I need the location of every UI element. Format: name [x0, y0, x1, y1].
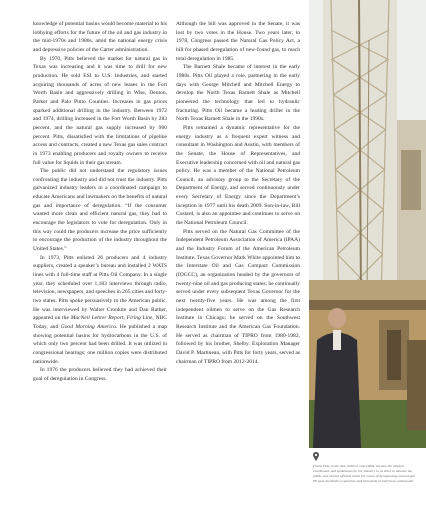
- paragraph: The public did not understand the regulatory issues confronting the industry and did not trust the industry. Pitts galvanized industry leaders in a coordinated campaign to educate Americans and lawmakers on the benefits of natural gas and importance of deregulation. “If the consumer wanted more clean and efficient natural gas, they had to encourage the legislators to vote for deregulation. Only in this way could the producers increase the price sufficiently to encourage the production of the industry throughout the United States.”: [33, 168, 167, 253]
- paragraph-text: In 1973, Pitts enlisted 26 producers and 4 industry suppliers, created a speaker’s bureau and installed 2 WATS lines with 4 full-time staff at Pitts Oil Company. In a single year, they scheduled over 1,183 interviews through radio, television, newspapers, and speeches in 265 cities and forty-two states. Pitts spoke persuasively to the American public. He was interviewed by Walter Cronkite and Dan Rather, appeared on the: [33, 254, 168, 322]
- paragraph: By 1970, Pitts believed the market for natural gas in Texas was increasing and it was time to drill for new production. He sold ESI to U.S. Industries, and started acquiring thousands of acres of new leases in the Fort Worth Basin and aggressively drilling in Wise, Denton, Parker and Palo Pinto Counties. Increases in gas prices sparked additional drilling in the industry. Between 1972 and 1974, drilling increased in the Fort Worth Basin by 283 percent, and the natural gas supply increased by 900 percent. Pitts, dissatisfied with the limitations of pipeline access and contracts, created a new Texas gas sales contract in 1973 enabling producers and royalty owners to receive full value for liquids in their gas stream.: [33, 55, 167, 166]
- paragraph: Pitts remained a dynamic representative for the energy industry as a frequent expert witness and consultant in Washington and Austin, with members of the Senate, the House of Representatives, and Executive leadership concerned with oil and natural gas policy. He was a member of the National Petroleum Council, an advisory group to the Secretary of the Department of Energy, and served continuously under every Secretary of Energy since the Department’s inception in 1977 until his death 2009. Son-in-law, Bill Custard, is also an appointee and continues to serve on the National Petroleum Council.: [176, 124, 300, 227]
- paragraph: knowledge of potential basins would become material to his lobbying efforts for the future of the oil and gas industry in the mid-1970s and 1980s, amid the national energy crisis and depressive policies of the Carter administration.: [33, 21, 167, 53]
- paragraph: [33, 254, 167, 367]
- paragraph: The Barnett Shale became of interest in the early 1980s. Pitts Oil played a role, partnering in the early days with George Mitchell and Mitchell Energy to develop the North Texas Barnett Shale as Mitchell pioneered the technology that led to hydraulic fracturing. Pitts Oil became a leading driller in the North Texas Barnett Shale in the 1990s.: [176, 64, 300, 123]
- oilfield-photo: [309, 0, 426, 448]
- paragraph: Pitts served on the Natural Gas Committee of the Independent Petroleum Association of America (IPAA) and the Industry Forum of the American Petroleum Institute. Texas Governor Mark White appointed him to the Interstate Oil and Gas Compact Commission (IOGCC), an organization headed by the governors of twenty-nine oil and gas producing states; he continually served under every subsequent Texas Governor for the next twenty-five years. He was among the first independent oilmen to serve on the Gas Research Institute in Chicago; he served on the Southwest Research Institute and the American Gas Foundation. He served as chairman of TIPRO from 1980-1982, followed by his brother, Shelby. Exploration Manager David P. Martineau, with Pitts for forty years, served as chairman of TIPRO from 2012-2014.: [176, 228, 301, 365]
- paragraph: In 1976 the producers believed they had achieved their goal of deregulation in Congress.: [33, 367, 167, 382]
- paragraph-text: NBC Today, and: [33, 315, 167, 330]
- drilling-rig-image: [309, 0, 426, 448]
- photo-caption: [313, 452, 419, 484]
- paragraph: Although the bill was approved in the Senate, it was lost by two votes in the House. Two years later, in 1978, Congress passed the Natural Gas Policy Act, a bill for phased deregulation of new-found gas, to reach total deregulation in 1985.: [176, 21, 300, 62]
- paragraph-text: He published a map showing potential basins for hydrocarbons in the U.S. of which only two percent had been drilled. It was utilized in congressional hearings; one million copies were distributed nationwide.: [33, 323, 168, 365]
- program-title: MacNeil Lehrer Report, Firing Line,: [70, 315, 154, 322]
- text-column-2: [176, 20, 300, 366]
- caption-text: Frank Pitts, in the mid-1970s to mid-1980s, became the catalyst, coordinator and spokesman for the industry in its drive to educate the public and elected officials about the issues of deregulating natural gas. He gave hundreds of speeches and thousands of interviews nationwide.: [313, 464, 416, 484]
- program-title: Good Morning America.: [60, 323, 118, 330]
- location-pin-icon: [313, 452, 319, 461]
- text-column-1: [33, 20, 167, 384]
